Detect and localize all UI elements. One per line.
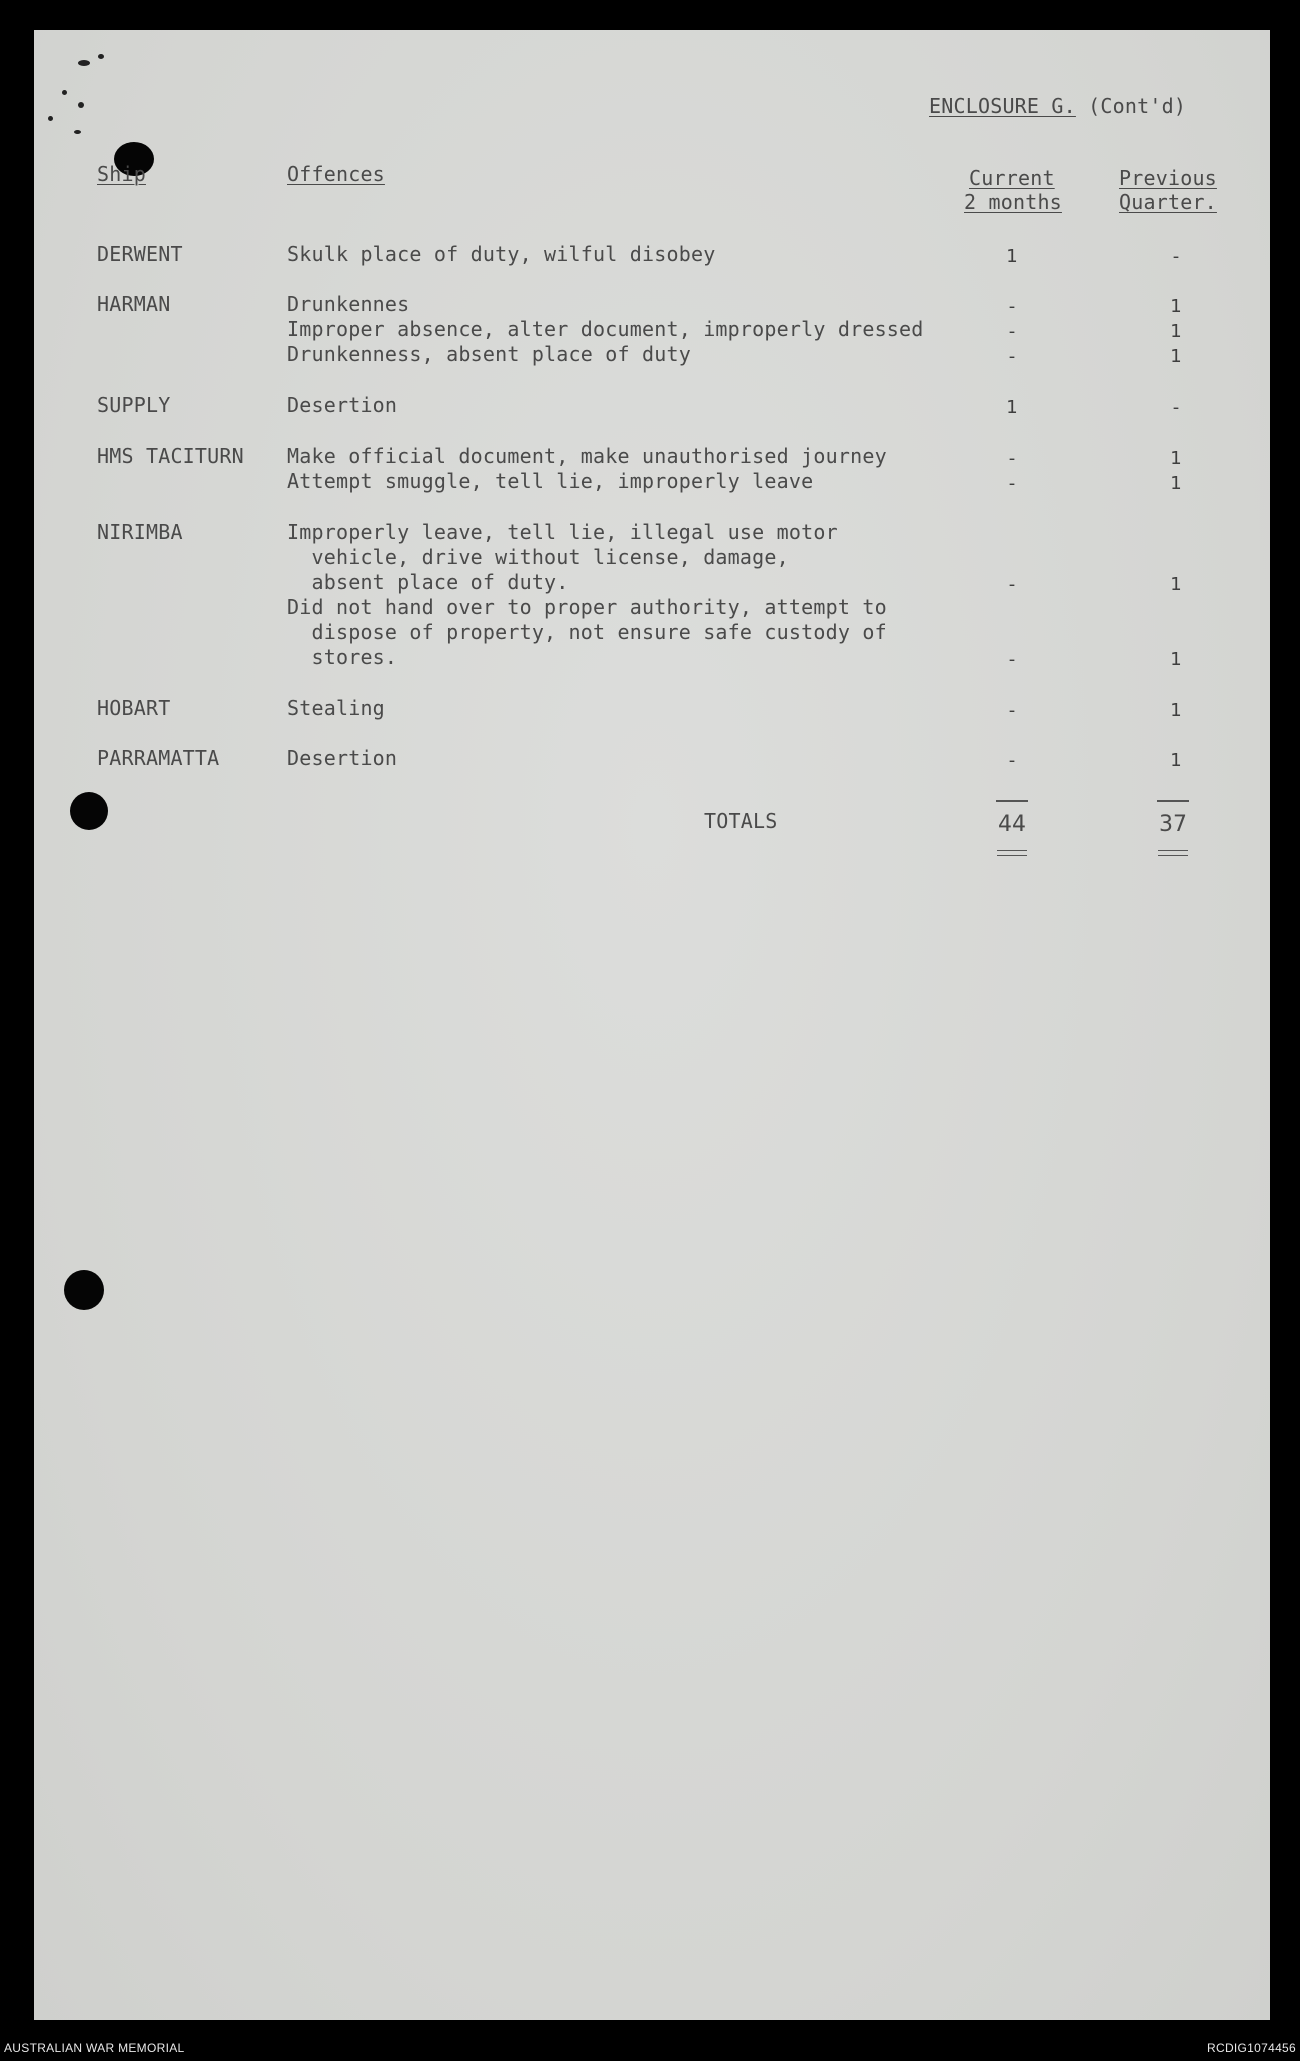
column-header-previous-sub: Quarter. (1119, 190, 1217, 214)
ship-name: SUPPLY (97, 393, 171, 417)
subtotal-rule-current (996, 800, 1028, 802)
current-count: 1 (1006, 397, 1018, 418)
ship-name: HARMAN (97, 292, 171, 316)
previous-count: 1 (1170, 346, 1182, 367)
continued-label: (Cont'd) (1075, 94, 1187, 118)
offence-text: stores. (287, 645, 398, 669)
offence-text: dispose of property, not ensure safe custody of (287, 620, 887, 644)
paper-damage-speck (62, 90, 67, 95)
current-count: 1 (1006, 246, 1018, 267)
offence-text: vehicle, drive without license, damage, (287, 545, 789, 569)
current-count: - (1008, 700, 1016, 721)
previous-count: 1 (1170, 574, 1182, 595)
subtotal-rule-previous (1157, 800, 1189, 802)
offence-text: Make official document, make unauthorised journey (287, 444, 887, 468)
offence-text: Stealing (287, 696, 385, 720)
offence-text: Desertion (287, 746, 398, 770)
total-previous: 37 (1159, 812, 1187, 837)
current-count: - (1008, 296, 1016, 317)
previous-count: 1 (1170, 700, 1182, 721)
current-count: - (1008, 321, 1016, 342)
offence-text: Improper absence, alter document, improperly dressed (287, 317, 924, 341)
previous-count: 1 (1170, 321, 1182, 342)
offence-text: Desertion (287, 393, 398, 417)
ship-name: HOBART (97, 696, 171, 720)
column-header-current-sub: 2 months (964, 190, 1062, 214)
previous-count: 1 (1170, 473, 1182, 494)
current-count: - (1008, 346, 1016, 367)
enclosure-heading (929, 94, 1186, 119)
punch-hole-middle (70, 792, 108, 830)
punch-hole-lower (64, 1270, 104, 1310)
previous-count: - (1172, 397, 1180, 418)
column-header-ship: Ship (97, 162, 146, 186)
offence-text: Drunkennes (287, 292, 410, 316)
offence-text: Skulk place of duty, wilful disobey (287, 242, 716, 266)
enclosure-label: ENCLOSURE G. (929, 94, 1076, 118)
totals-label: TOTALS (704, 809, 778, 833)
current-count: - (1008, 574, 1016, 595)
total-double-rule-previous (1158, 850, 1188, 851)
column-header-current: Current (969, 166, 1055, 190)
paper-damage-speck (48, 116, 53, 121)
current-count: - (1008, 448, 1016, 469)
paper-damage-speck (78, 60, 90, 66)
ship-name: DERWENT (97, 242, 183, 266)
offence-text: Attempt smuggle, tell lie, improperly leave (287, 469, 814, 493)
ship-name: HMS TACITURN (97, 444, 244, 468)
current-count: - (1008, 473, 1016, 494)
previous-count: 1 (1170, 750, 1182, 771)
previous-count: - (1172, 246, 1180, 267)
ship-name: NIRIMBA (97, 520, 183, 544)
paper-damage-speck (78, 102, 84, 108)
current-count: - (1008, 649, 1016, 670)
offence-text: Did not hand over to proper authority, attempt to (287, 595, 887, 619)
paper-damage-speck (74, 130, 81, 134)
previous-count: 1 (1170, 448, 1182, 469)
ship-name: PARRAMATTA (97, 746, 220, 770)
current-count: - (1008, 750, 1016, 771)
column-header-offences: Offences (287, 162, 385, 186)
archive-credit: AUSTRALIAN WAR MEMORIAL (4, 2041, 185, 2055)
previous-count: 1 (1170, 649, 1182, 670)
total-current: 44 (998, 812, 1026, 837)
previous-count: 1 (1170, 296, 1182, 317)
total-double-rule-previous (1158, 855, 1188, 856)
column-header-previous: Previous (1119, 166, 1217, 190)
document-page (34, 30, 1270, 2020)
total-double-rule-current (997, 850, 1027, 851)
total-double-rule-current (997, 855, 1027, 856)
offence-text: absent place of duty. (287, 570, 569, 594)
offence-text: Improperly leave, tell lie, illegal use motor (287, 520, 838, 544)
offence-text: Drunkenness, absent place of duty (287, 342, 691, 366)
paper-damage-speck (98, 54, 104, 59)
archive-reference: RCDIG1074456 (1207, 2041, 1296, 2055)
